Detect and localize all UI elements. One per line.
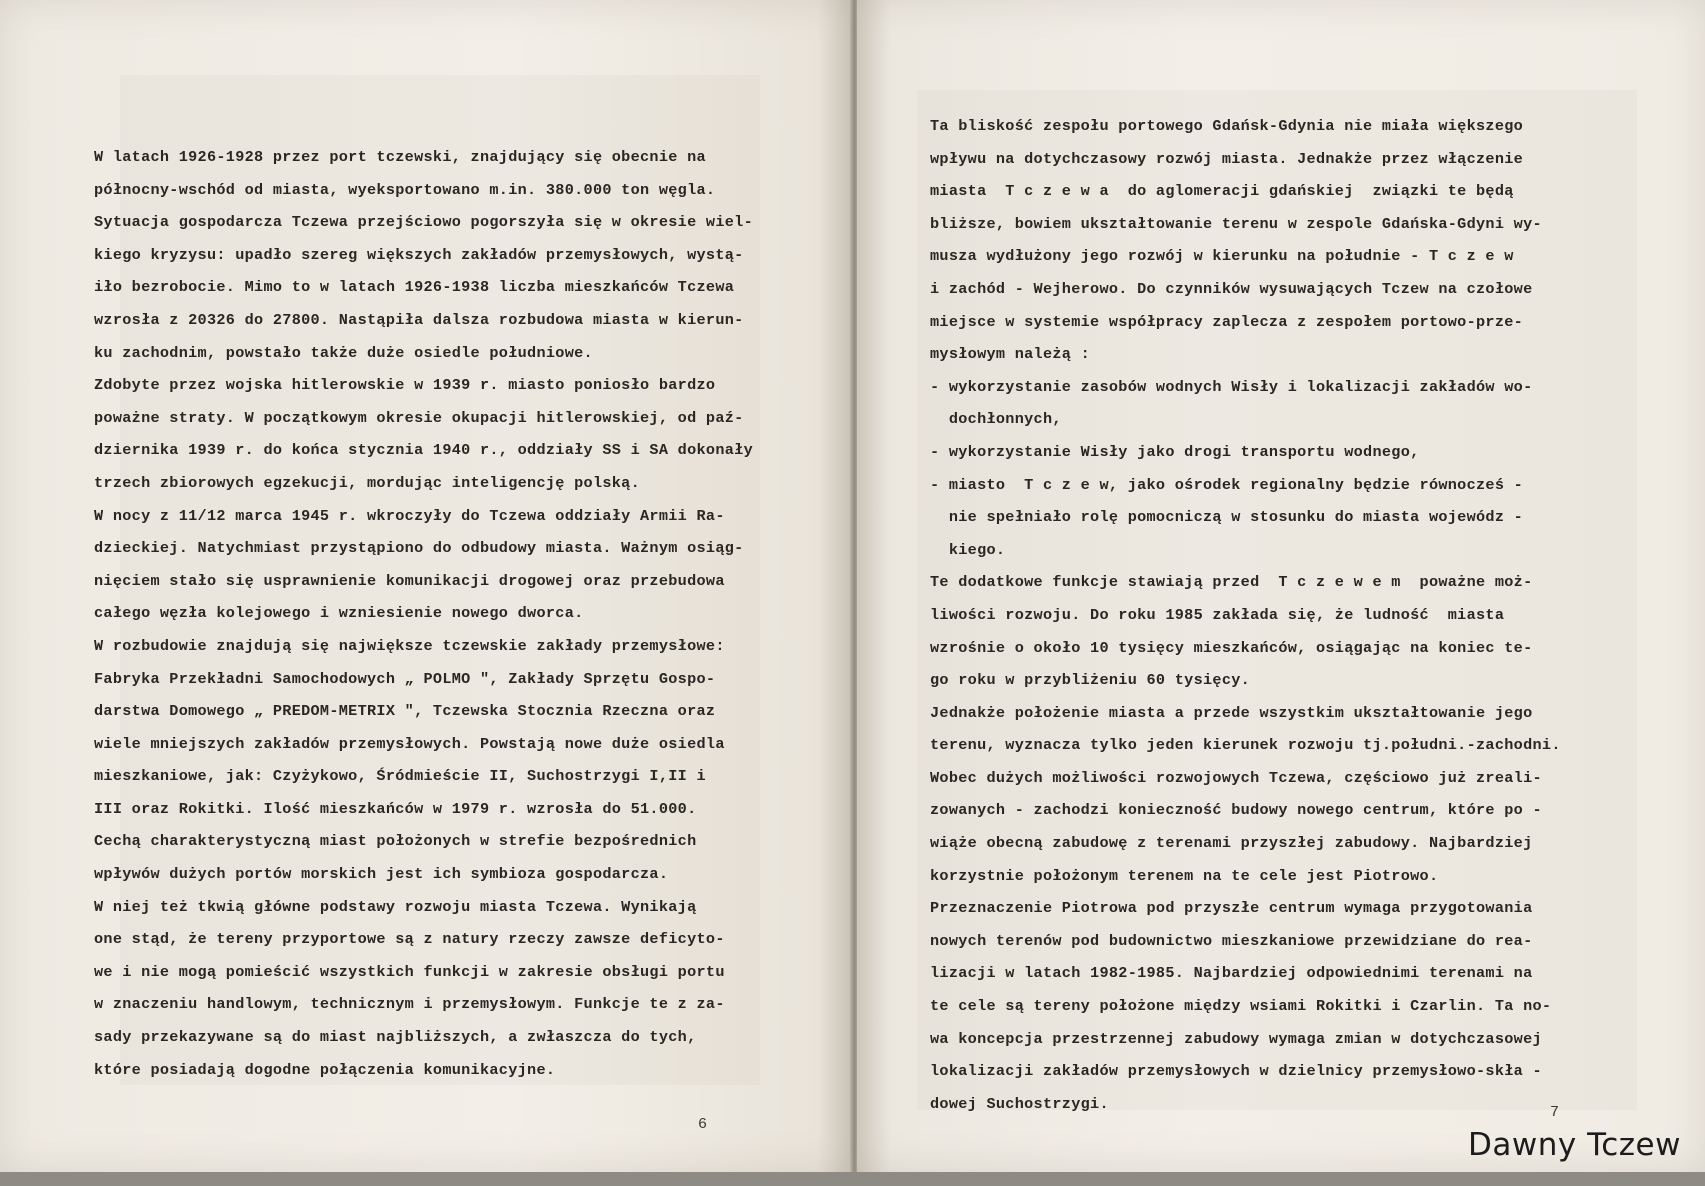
text-line: one stąd, że tereny przyportowe są z natury rzeczy zawsze deficyto- [94, 930, 725, 949]
text-line: W latach 1926-1928 przez port tczewski, znajdujący się obecnie na [94, 148, 706, 166]
text-line: mysłowym należą : [930, 345, 1091, 364]
text-line: korzystnie położonym terenem na te cele jest Piotrowo. [930, 866, 1439, 885]
text-line: dochłonnych, [930, 410, 1062, 429]
text-line: terenu, wyznacza tylko jeden kierunek rozwoju tj.południ.-zachodni. [930, 736, 1561, 755]
text-line: ku zachodnim, powstało także duże osiedle południowe. [94, 343, 593, 362]
text-line: sady przekazywane są do miast najbliższych, a zwłaszcza do tych, [94, 1028, 697, 1047]
page-number-right: 7 [1550, 1104, 1560, 1121]
text-line: wpływu na dotychczasowy rozwój miasta. Jednakże przez włączenie [930, 149, 1524, 168]
text-line: W niej też tkwią główne podstawy rozwoju miasta Tczewa. Wynikają [94, 897, 697, 916]
left-page [0, 0, 852, 1172]
text-line: go roku w przybliżeniu 60 tysięcy. [930, 671, 1251, 690]
scan-bottom-edge [0, 1172, 1705, 1186]
text-line: iło bezrobocie. Mimo to w latach 1926-1938 liczba mieszkańców Tczewa [94, 278, 735, 297]
text-line: lokalizacji zakładów przemysłowych w dzielnicy przemysłowo-skła - [930, 1062, 1542, 1081]
text-line: wiąże obecną zabudowę z terenami przyszłej zabudowy. Najbardziej [930, 834, 1533, 853]
text-line: Wobec dużych możliwości rozwojowych Tczewa, częściowo już zreali- [930, 768, 1542, 787]
text-line: wzrośnie o około 10 tysięcy mieszkańców, osiągając na koniec te- [930, 638, 1533, 657]
text-line: wa koncepcja przestrzennej zabudowy wymaga zmian w dotychczasowej [930, 1029, 1542, 1048]
text-line: Przeznaczenie Piotrowa pod przyszłe centrum wymaga przygotowania [930, 899, 1533, 918]
text-line: W nocy z 11/12 marca 1945 r. wkroczyły do Tczewa oddziały Armii Ra- [94, 506, 725, 525]
text-line: i zachód - Wejherowo. Do czynników wysuwających Tczew na czołowe [930, 279, 1533, 298]
right-page-text [930, 110, 1561, 1120]
left-page-text [94, 141, 753, 1086]
text-line: w znaczeniu handlowym, technicznym i przemysłowym. Funkcje te z za- [94, 995, 725, 1014]
text-line: miejsce w systemie współpracy zaplecza z zespołem portowo-prze- [930, 312, 1524, 331]
text-line: Zdobyte przez wojska hitlerowskie w 1939 r. miasto poniosło bardzo [94, 376, 716, 395]
text-line: Fabryka Przekładni Samochodowych „ POLMO ", Zakłady Sprzętu Gospo- [94, 669, 716, 688]
text-line: Jednakże położenie miasta a przede wszystkim ukształtowanie jego [930, 703, 1533, 722]
text-line: wiele mniejszych zakładów przemysłowych. Powstają nowe duże osiedla [94, 734, 725, 753]
text-line: Cechą charakterystyczną miast położonych w strefie bezpośrednich [94, 832, 697, 851]
text-line: we i nie mogą pomieścić wszystkich funkcji w zakresie obsługi portu [94, 962, 725, 981]
text-line: północny-wschód od miasta, wyeksportowano m.in. 380.000 ton węgla. [94, 180, 716, 199]
text-line: W rozbudowie znajdują się największe tczewskie zakłady przemysłowe: [94, 636, 725, 655]
text-line: dziernika 1939 r. do końca stycznia 1940 r., oddziały SS i SA dokonały [94, 441, 753, 460]
text-line: bliższe, bowiem ukształtowanie terenu w zespole Gdańska-Gdyni wy- [930, 214, 1542, 233]
text-line: które posiadają dogodne połączenia komunikacyjne. [94, 1060, 556, 1079]
text-line: - wykorzystanie zasobów wodnych Wisły i lokalizacji zakładów wo- [930, 377, 1533, 396]
watermark: Dawny Tczew [1468, 1127, 1681, 1163]
text-line: lizacji w latach 1982-1985. Najbardziej odpowiednimi terenami na [930, 964, 1533, 983]
text-line: wpływów dużych portów morskich jest ich symbioza gospodarcza. [94, 865, 669, 884]
text-line: Te dodatkowe funkcje stawiają przed T c z e w e m poważne moż- [930, 573, 1533, 592]
text-line: nowych terenów pod budownictwo mieszkaniowe przewidziane do rea- [930, 931, 1533, 950]
text-line: musza wydłużony jego rozwój w kierunku na południe - T c z e w [930, 247, 1514, 266]
text-line: nięciem stało się usprawnienie komunikacji drogowej oraz przebudowa [94, 571, 725, 590]
text-line: całego węzła kolejowego i wzniesienie nowego dworca. [94, 604, 584, 623]
text-line: darstwa Domowego „ PREDOM-METRIX ", Tczewska Stocznia Rzeczna oraz [94, 702, 716, 721]
page-number-left: 6 [698, 1116, 708, 1133]
text-line: - miasto T c z e w, jako ośrodek regionalny będzie równocześ - [930, 475, 1524, 494]
text-line: nie spełniało rolę pomocniczą w stosunku do miasta wojewódz - [930, 508, 1524, 527]
text-line: III oraz Rokitki. Ilość mieszkańców w 1979 r. wzrosła do 51.000. [94, 799, 697, 818]
text-line: kiego. [930, 540, 1006, 559]
text-line: kiego kryzysu: upadło szereg większych zakładów przemysłowych, wystą- [94, 245, 744, 264]
text-line: zowanych - zachodzi konieczność budowy nowego centrum, które po - [930, 801, 1542, 820]
text-line: mieszkaniowe, jak: Czyżykowo, Śródmieście II, Suchostrzygi I,II i [94, 767, 706, 786]
text-line: dzieckiej. Natychmiast przystąpiono do odbudowy miasta. Ważnym osiąg- [94, 539, 744, 558]
text-line: Sytuacja gospodarcza Tczewa przejściowo pogorszyła się w okresie wiel- [94, 213, 753, 232]
text-line: poważne straty. W początkowym okresie okupacji hitlerowskiej, od paź- [94, 408, 744, 427]
text-line: te cele są tereny położone między wsiami Rokitki i Czarlin. Ta no- [930, 997, 1552, 1016]
text-line: trzech zbiorowych egzekucji, mordując inteligencję polską. [94, 473, 641, 492]
text-line: liwości rozwoju. Do roku 1985 zakłada się, że ludność miasta [930, 605, 1505, 624]
text-line: wzrosła z 20326 do 27800. Nastąpiła dalsza rozbudowa miasta w kierun- [94, 310, 744, 329]
text-line: dowej Suchostrzygi. [930, 1094, 1109, 1113]
text-line: miasta T c z e w a do aglomeracji gdańskiej związki te będą [930, 182, 1514, 201]
text-line: - wykorzystanie Wisły jako drogi transportu wodnego, [930, 442, 1420, 461]
text-line: Ta bliskość zespołu portowego Gdańsk-Gdynia nie miała większego [930, 117, 1524, 135]
